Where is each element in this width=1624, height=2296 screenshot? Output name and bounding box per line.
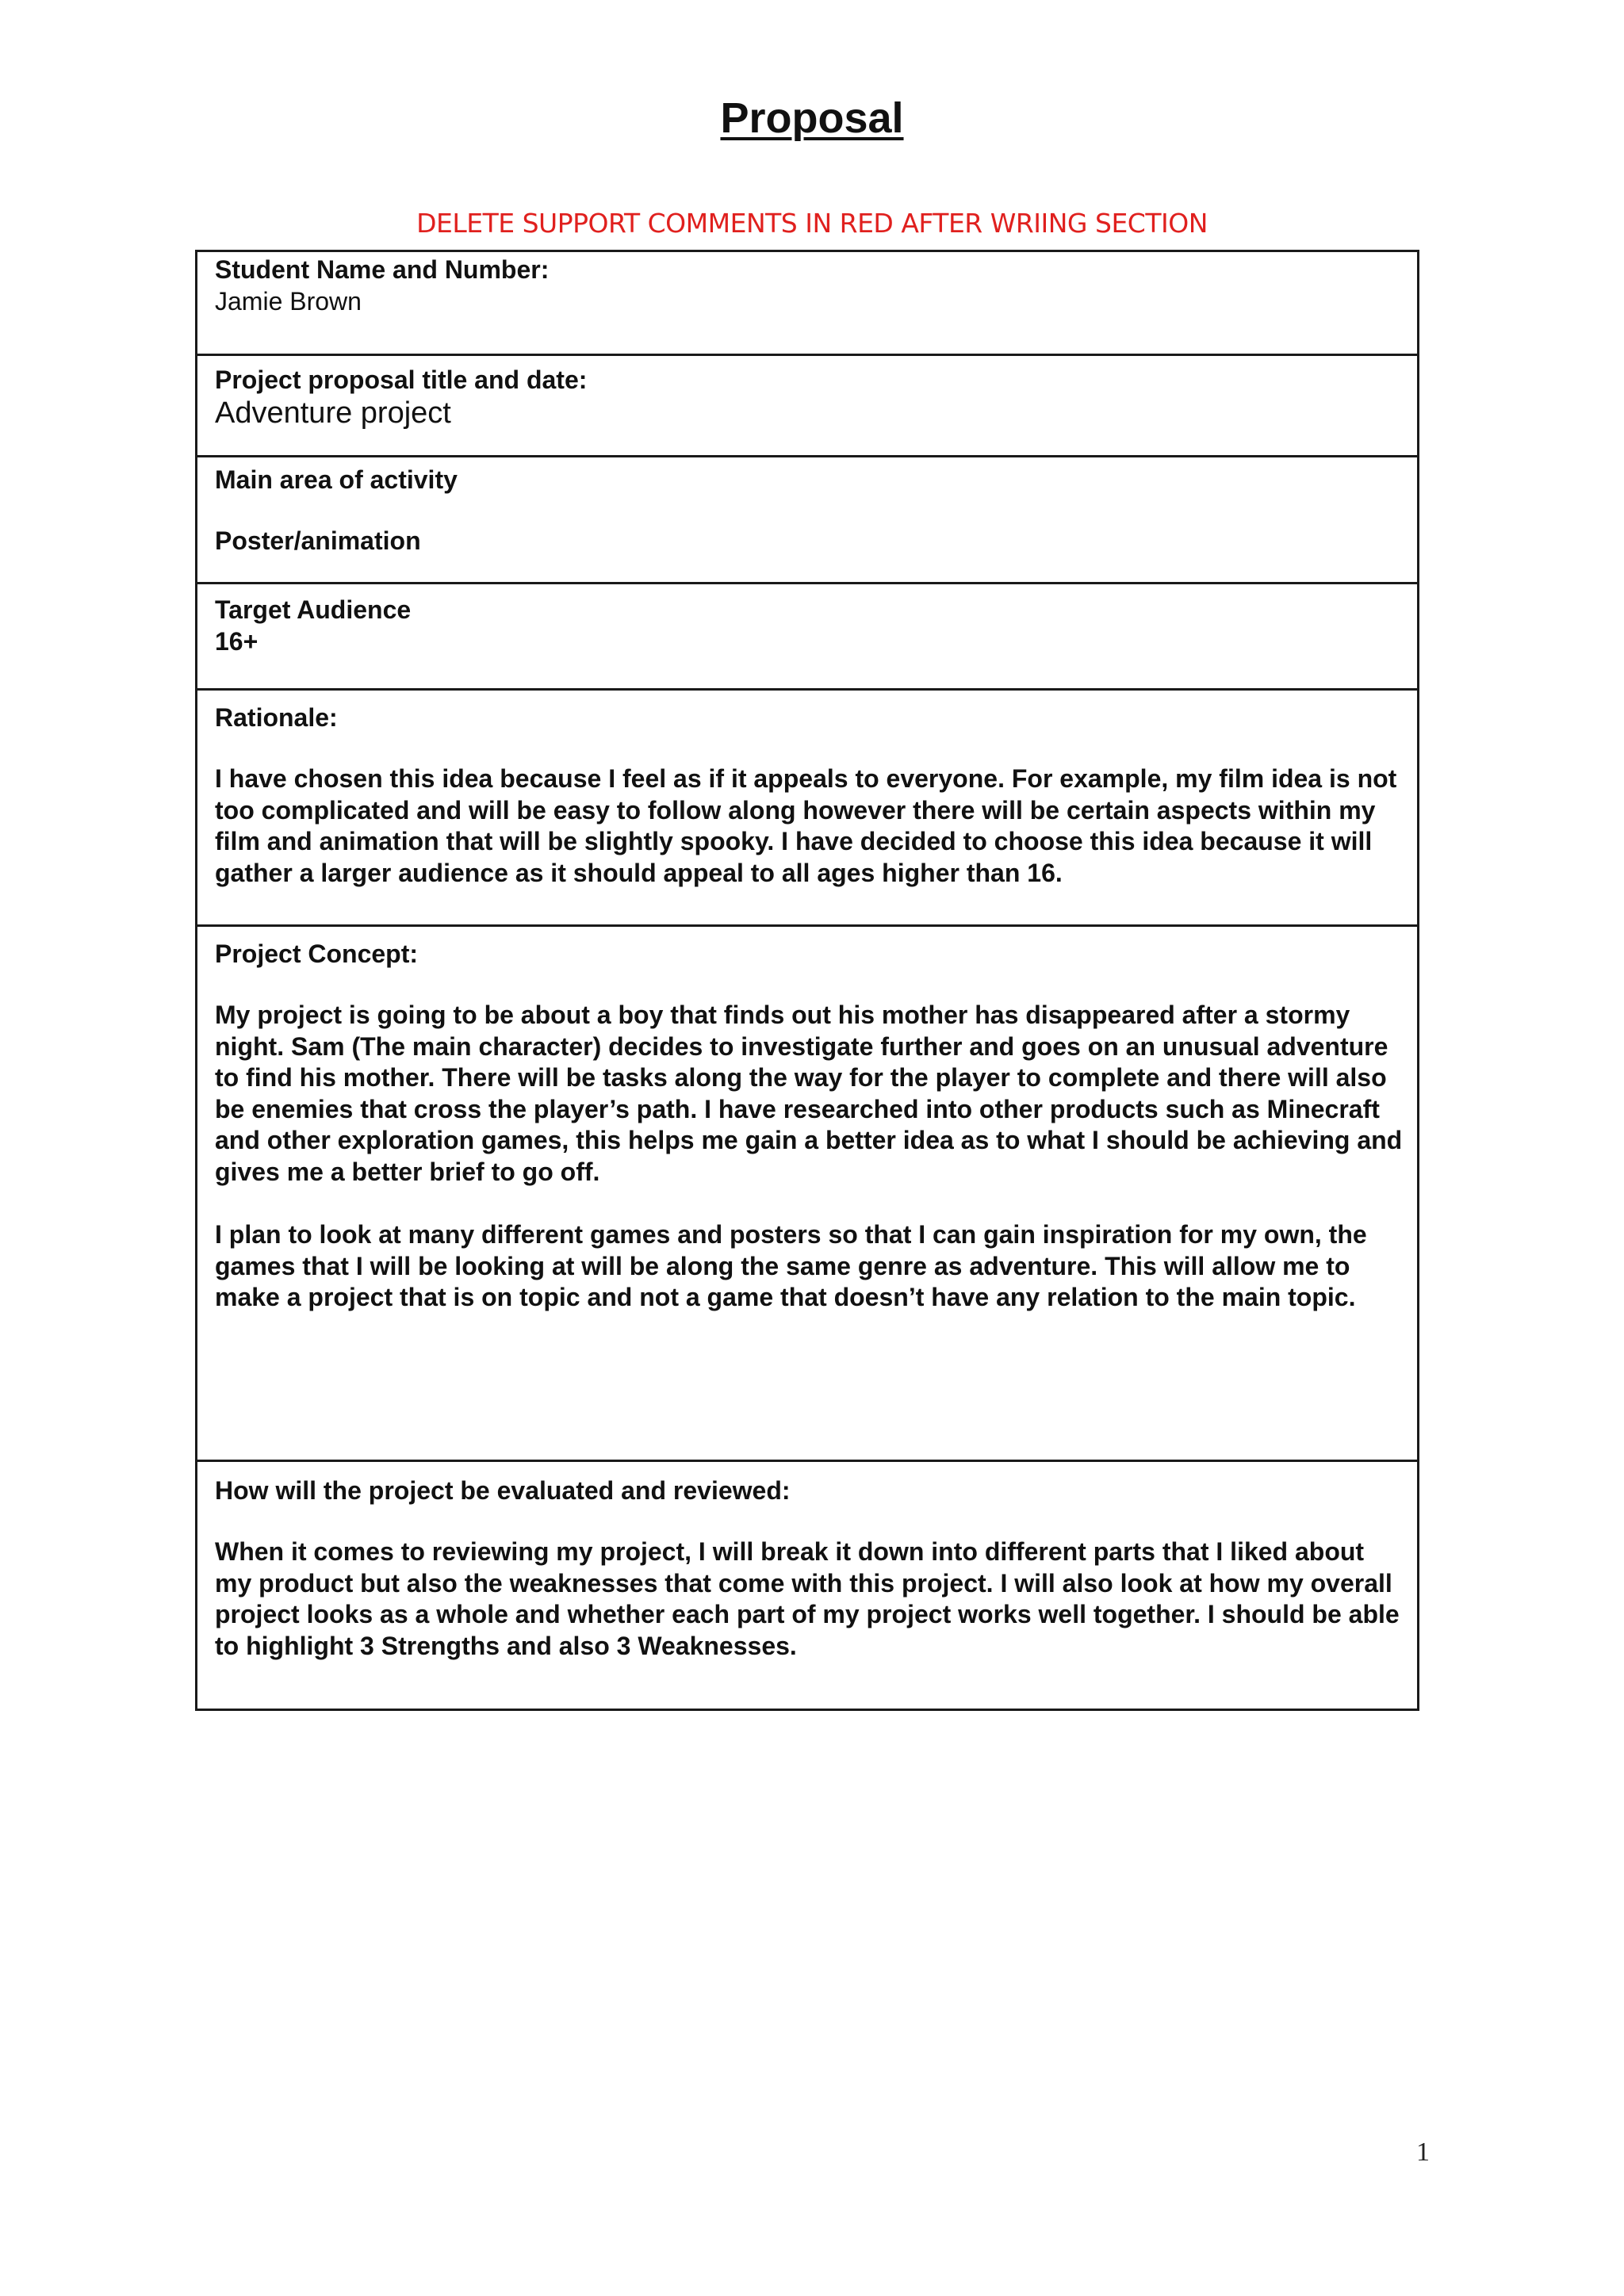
rationale-text: I have chosen this idea because I feel as if it appeals to everyone. For example, my film idea is not too complicated and will be easy to follow along however there will be certain aspects within my film and animation that will be slightly spooky. I have decided to choose this idea because it will gather a larger audience as it should appeal to all ages higher than 16. [215, 764, 1397, 887]
target-audience-value: 16+ [215, 627, 259, 656]
student-row [197, 252, 1417, 356]
concept-label: Project Concept: [215, 939, 419, 968]
rationale-row [197, 691, 1417, 927]
concept-row [197, 927, 1417, 1462]
main-area-value: Poster/animation [215, 526, 421, 555]
evaluation-label: How will the project be evaluated and reviewed: [215, 1476, 791, 1505]
support-comment-note: DELETE SUPPORT COMMENTS IN RED AFTER WRIING SECTION [416, 208, 1208, 239]
target-audience-label: Target Audience [215, 595, 412, 624]
page-title: Proposal [720, 94, 904, 142]
evaluation-text: When it comes to reviewing my project, I will break it down into different parts that I liked about my product but also the weaknesses that come with this project. I will also look at how my overall project looks as a whole and whether each part of my project works well together. I should be able to highlight 3 Strengths and also 3 Weaknesses. [215, 1537, 1400, 1660]
concept-paragraph-1: My project is going to be about a boy that finds out his mother has disappeared after a stormy night. Sam (The main character) decides to investigate further and goes on an unusual adventure to find his mother. There will be tasks along the way for the player to complete and there will also be enemies that cross the player’s path. I have researched into other products such as Minecraft and other exploration games, this helps me gain a better idea as to what I should be achieving and gives me a better brief to go off. [215, 1001, 1403, 1186]
concept-paragraph-2: I plan to look at many different games and posters so that I can gain inspiration for my own, the games that I will be looking at will be along the same genre as adventure. This will allow me to make a project that is on topic and not a game that doesn’t have any relation to the main topic. [215, 1220, 1367, 1311]
target-audience-row [197, 584, 1417, 691]
rationale-label: Rationale: [215, 703, 338, 732]
project-title-row [197, 356, 1417, 457]
main-area-row [197, 457, 1417, 584]
page-number: 1 [1416, 2137, 1430, 2167]
student-label: Student Name and Number: [215, 255, 550, 284]
evaluation-row [197, 1462, 1417, 1709]
student-value: Jamie Brown [215, 287, 362, 316]
project-title-value: Adventure project [215, 396, 451, 430]
main-area-label: Main area of activity [215, 465, 458, 494]
proposal-form-table [195, 250, 1419, 1711]
project-title-label: Project proposal title and date: [215, 365, 588, 394]
